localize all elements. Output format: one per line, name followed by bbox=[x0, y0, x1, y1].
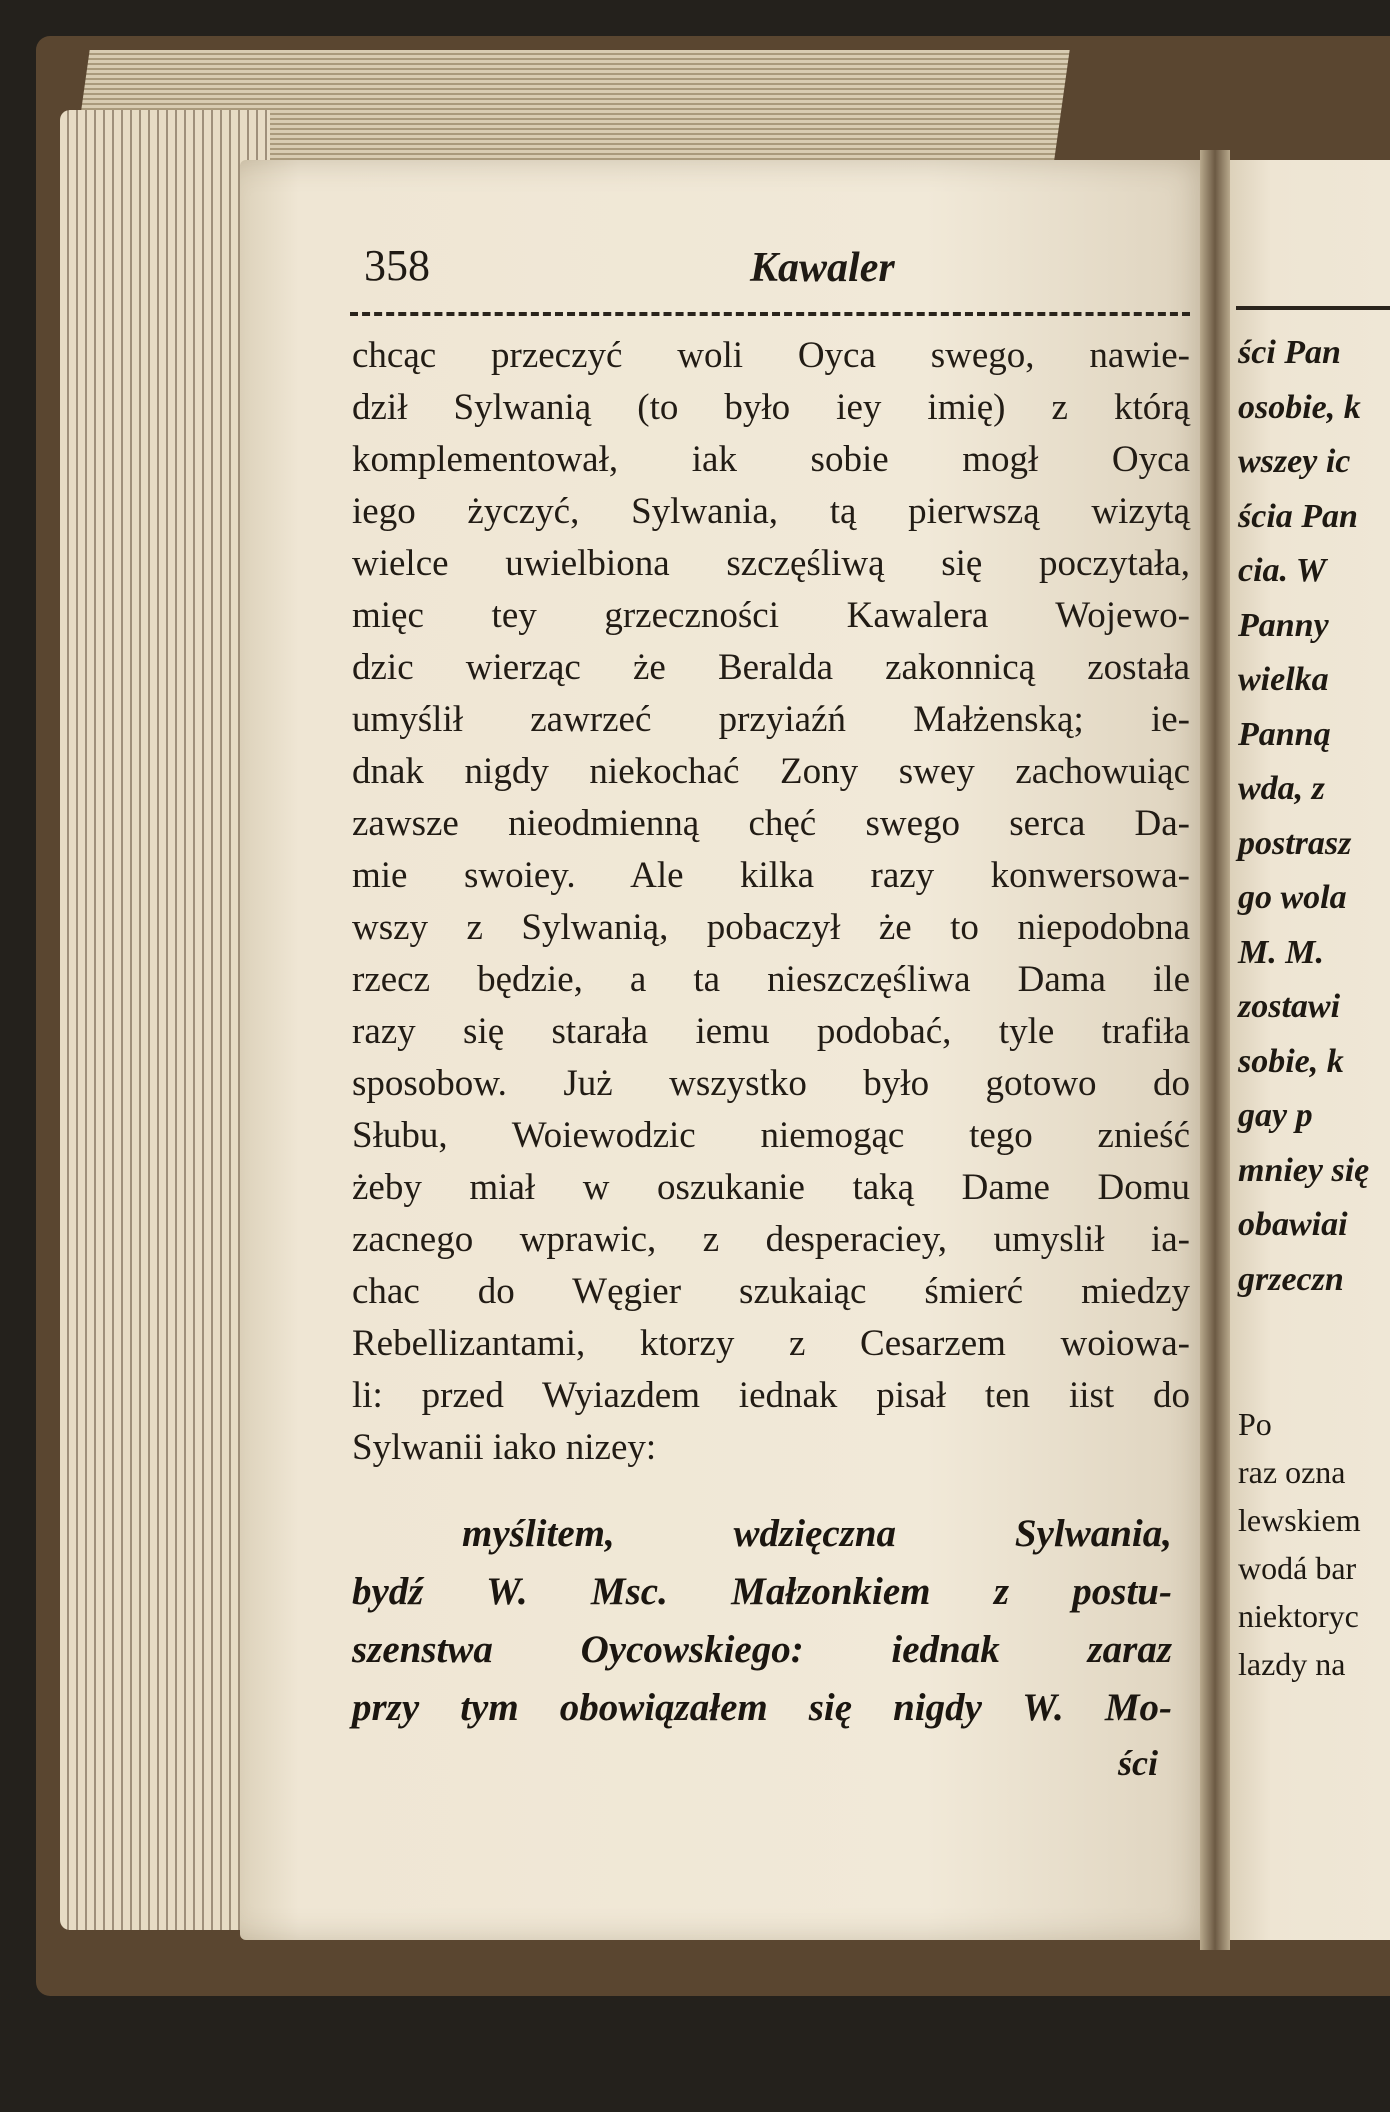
text-line: Panną bbox=[1238, 715, 1331, 753]
text-line: dzic wierząc że Beralda zakonnicą została bbox=[352, 647, 1190, 688]
text-line: wda, z bbox=[1238, 770, 1325, 807]
text-line: gay p bbox=[1238, 1097, 1313, 1134]
text-line: postrasz bbox=[1238, 824, 1352, 862]
text-line: lewskiem bbox=[1238, 1502, 1361, 1538]
text-line: przy tym obowiązałem się nigdy W. Mo- bbox=[352, 1686, 1172, 1729]
text-line: go wola bbox=[1238, 879, 1347, 916]
text-line: mniey się bbox=[1238, 1151, 1370, 1189]
text-line: wszey ic bbox=[1238, 443, 1351, 480]
body-text bbox=[352, 330, 1190, 1474]
text-line: Rebellizantami, ktorzy z Cesarzem woiowa- bbox=[352, 1323, 1190, 1364]
text-line: Sylwanii iako nizey: bbox=[352, 1427, 657, 1468]
text-line: sposobow. Już wszystko było gotowo do bbox=[352, 1063, 1190, 1104]
text-line: dnak nigdy niekochać Zony swey zachowuiąc bbox=[352, 751, 1190, 792]
text-line: wielce uwielbiona szczęśliwą się poczytała, bbox=[352, 543, 1190, 584]
text-line: razy się starała iemu podobać, tyle trafiła bbox=[352, 1011, 1190, 1052]
text-line: zawsze nieodmienną chęć swego serca Da- bbox=[352, 803, 1190, 844]
text-line: myślitem, wdzięczna Sylwania, bbox=[462, 1512, 1172, 1555]
right-header-rule bbox=[1236, 306, 1390, 310]
text-line: Słubu, Woiewodzic niemogąc tego znieść bbox=[352, 1115, 1190, 1156]
text-line: szenstwa Oycowskiego: iednak zaraz bbox=[352, 1628, 1172, 1671]
text-line: lazdy na bbox=[1238, 1646, 1346, 1682]
page-number: 358 bbox=[364, 241, 430, 290]
text-line: raz ozna bbox=[1238, 1454, 1346, 1490]
text-line: grzeczn bbox=[1238, 1260, 1344, 1298]
text-line: wszy z Sylwanią, pobaczył że to niepodobna bbox=[352, 907, 1190, 948]
text-line: wielka bbox=[1238, 661, 1329, 698]
text-line: Po bbox=[1238, 1406, 1272, 1442]
text-line: ści Pan bbox=[1238, 334, 1341, 371]
text-line: zostawi bbox=[1238, 988, 1341, 1025]
text-line: umyślił zawrzeć przyiaźń Małżenską; ie- bbox=[352, 699, 1190, 740]
text-line: chcąc przeczyć woli Oyca swego, nawie- bbox=[352, 335, 1190, 376]
text-line: mie swoiey. Ale kilka razy konwersowa- bbox=[352, 855, 1190, 896]
text-line: komplementował, iak sobie mogł Oyca bbox=[352, 439, 1190, 480]
text-line: cia. W bbox=[1238, 552, 1327, 589]
page-edges-side bbox=[60, 110, 270, 1930]
running-head: Kawaler bbox=[750, 245, 895, 291]
catchword: ści bbox=[1118, 1743, 1158, 1783]
text-line: sobie, k bbox=[1238, 1042, 1344, 1080]
text-line: osobie, k bbox=[1238, 388, 1361, 426]
right-page-italic-text bbox=[1238, 326, 1390, 1307]
text-line: niektoryc bbox=[1238, 1598, 1359, 1634]
text-line: li: przed Wyiazdem iednak pisał ten iist do bbox=[352, 1375, 1190, 1416]
text-line: M. M. bbox=[1238, 933, 1324, 971]
text-line: wodá bar bbox=[1238, 1550, 1357, 1586]
text-line: rzecz będzie, a ta nieszczęśliwa Dama ile bbox=[352, 959, 1190, 1000]
text-line: zacnego wprawic, z desperaciey, umyslił ia- bbox=[352, 1219, 1190, 1260]
text-line: żeby miał w oszukanie taką Dame Domu bbox=[352, 1167, 1190, 1208]
page-header bbox=[350, 240, 1190, 300]
text-line: chac do Węgier szukaiąc śmierć miedzy bbox=[352, 1271, 1190, 1312]
text-line: obawiai bbox=[1238, 1206, 1348, 1243]
text-line: bydź W. Msc. Małzonkiem z postu- bbox=[352, 1570, 1172, 1613]
letter-text bbox=[352, 1505, 1172, 1737]
text-line: dził Sylwanią (to było iey imię) z którą bbox=[352, 387, 1190, 428]
header-rule bbox=[350, 312, 1190, 316]
text-line: ścia Pan bbox=[1238, 497, 1358, 535]
text-line: mięc tey grzeczności Kawalera Wojewo- bbox=[352, 595, 1190, 636]
right-page-roman-text bbox=[1238, 1400, 1390, 1688]
book-gutter bbox=[1200, 150, 1230, 1950]
text-line: Panny bbox=[1238, 606, 1329, 644]
text-line: iego życzyć, Sylwania, tą pierwszą wizytą bbox=[352, 491, 1190, 532]
